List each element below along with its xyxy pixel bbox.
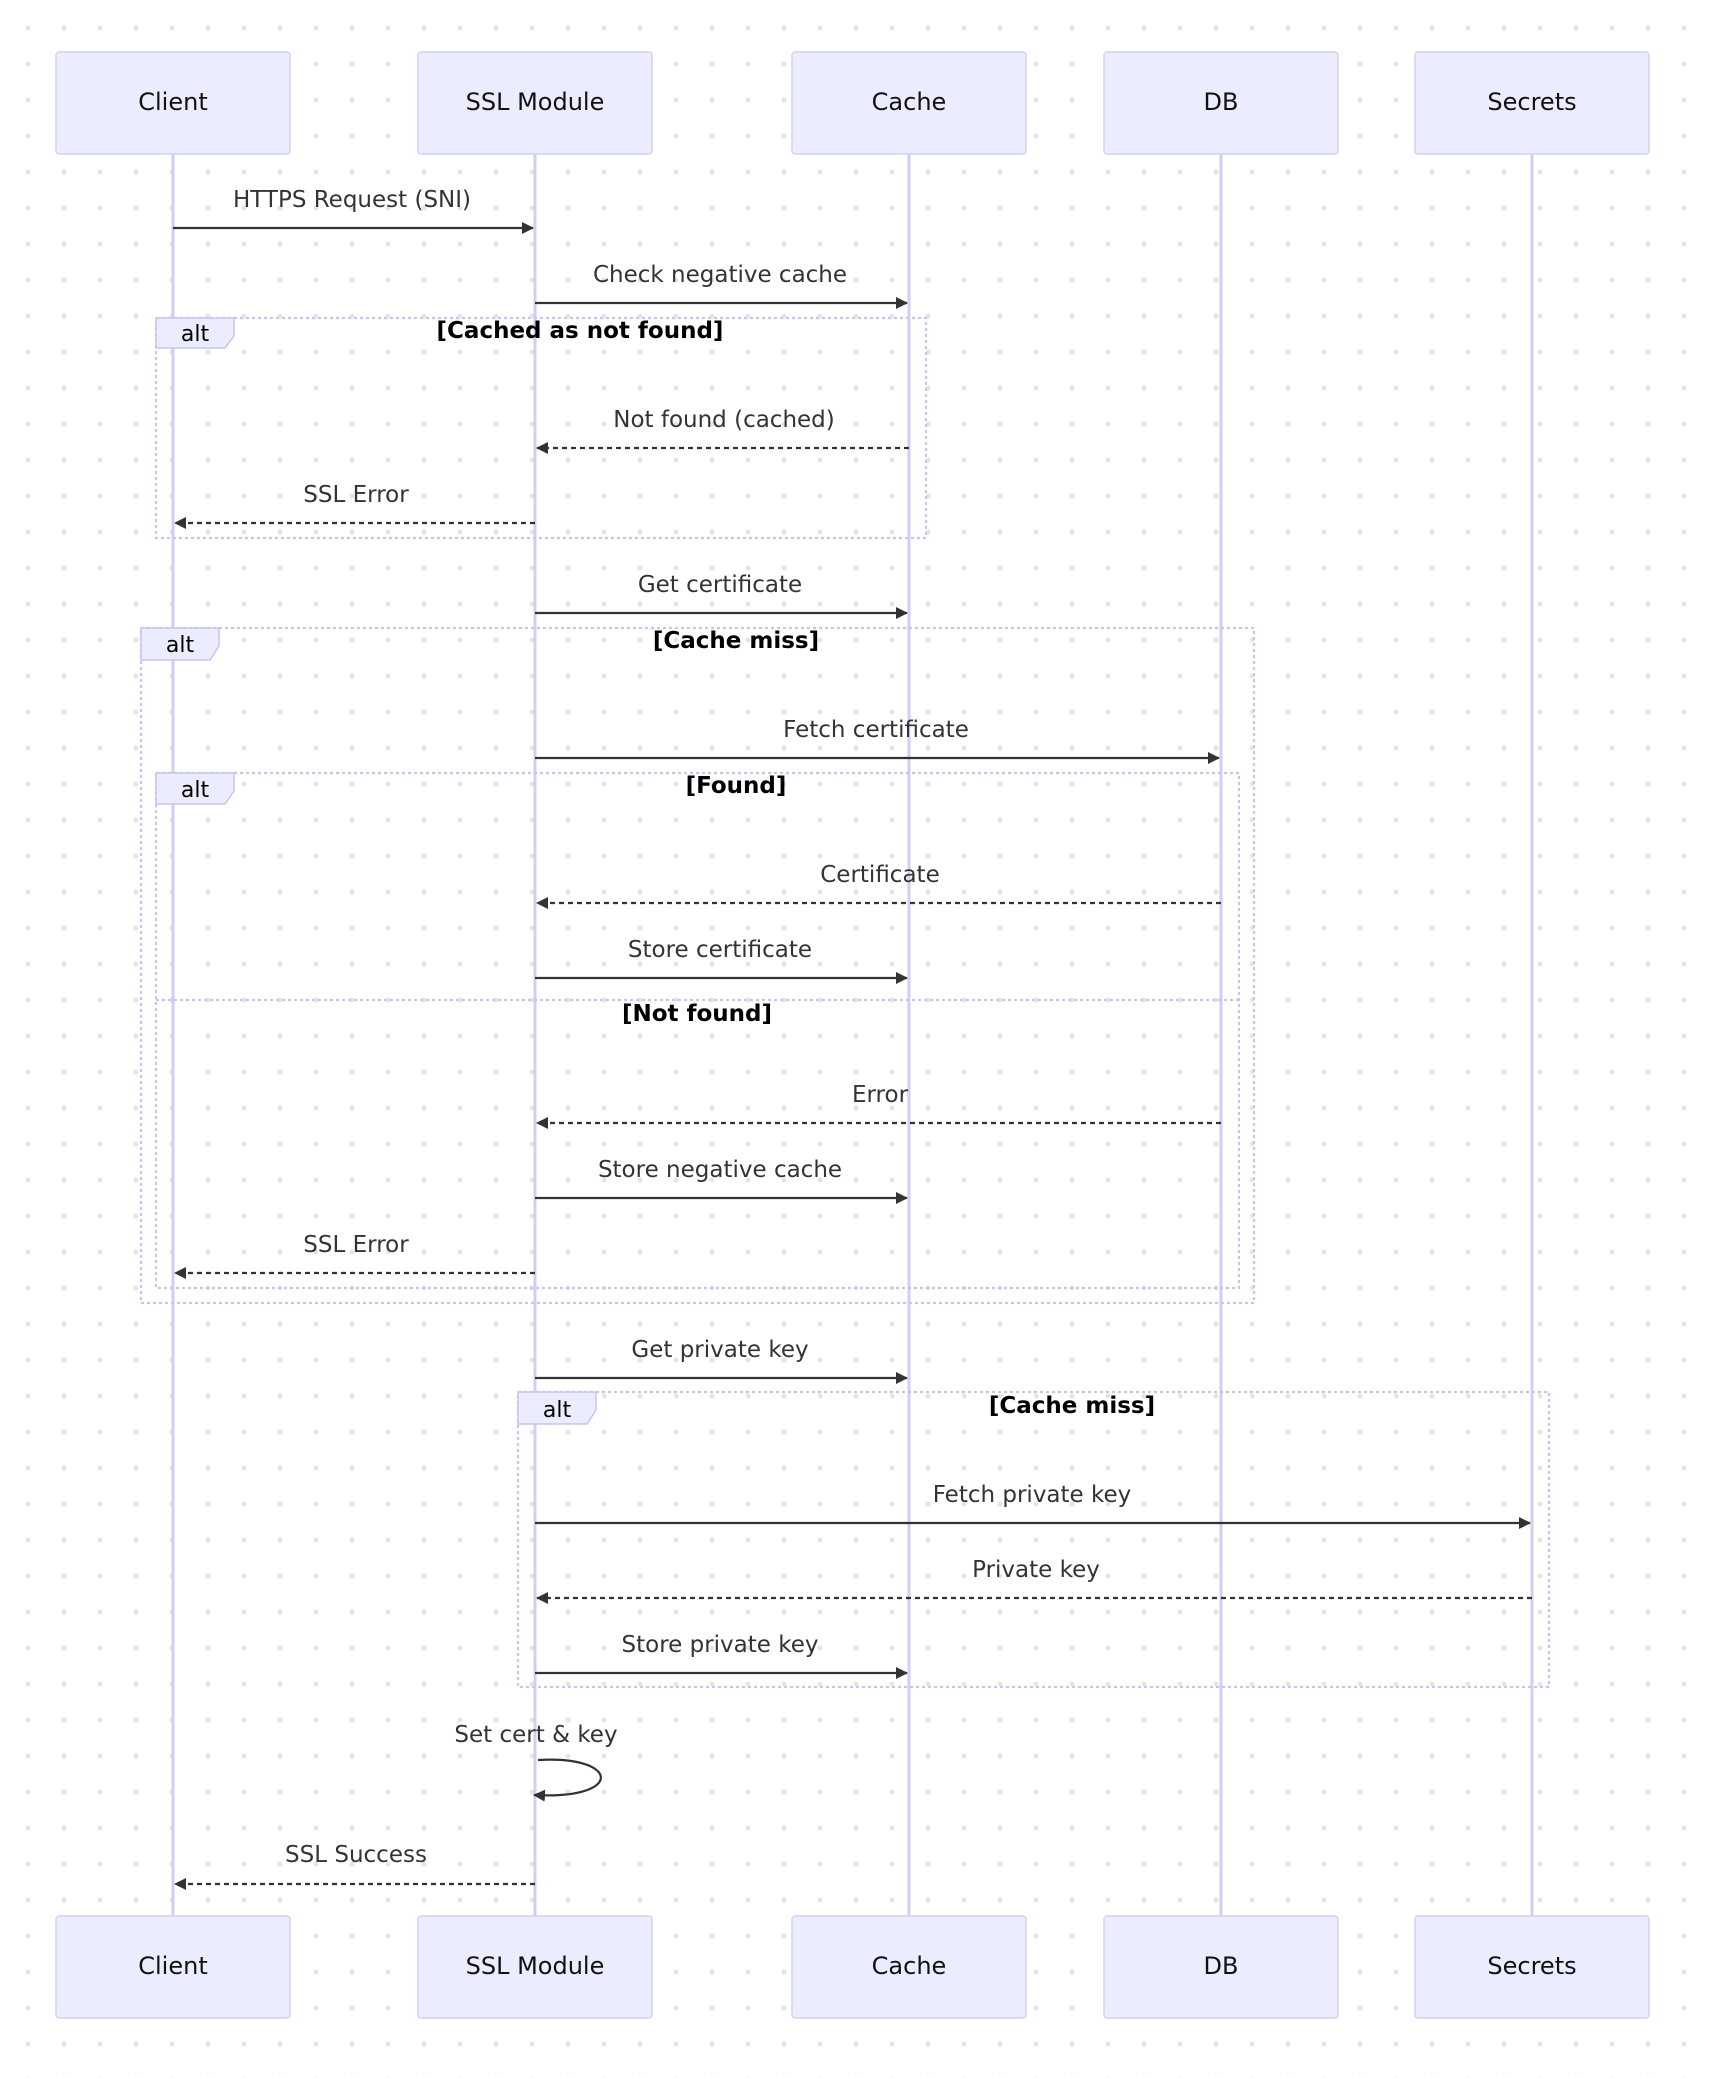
- participant-db-bottom[interactable]: [1104, 1916, 1338, 2018]
- participant-secrets[interactable]: [1415, 52, 1649, 154]
- message-label: Store private key: [621, 1632, 819, 1658]
- message-label: Certificate: [820, 862, 940, 888]
- message-label: SSL Error: [303, 1232, 409, 1258]
- message-get-certificate: [535, 572, 907, 613]
- participant-label: SSL Module: [465, 1952, 605, 1980]
- message-label: Error: [851, 1082, 909, 1108]
- participants-bottom: [56, 1916, 1649, 2018]
- participant-label: Cache: [871, 88, 947, 116]
- message-ssl-error-2: [175, 1232, 535, 1273]
- message-ssl-success: [175, 1842, 535, 1884]
- message-not-found-cached: [537, 407, 909, 448]
- participant-secrets-bottom[interactable]: [1415, 1916, 1649, 2018]
- message-get-private-key: [535, 1337, 907, 1378]
- message-private-key: [537, 1557, 1532, 1598]
- participant-label: DB: [1203, 88, 1239, 116]
- participant-cache-bottom[interactable]: [792, 1916, 1026, 2018]
- participant-label: Secrets: [1487, 88, 1577, 116]
- message-label: Private key: [972, 1557, 1100, 1583]
- participant-ssl-module[interactable]: [418, 52, 652, 154]
- fragment-condition: [Cached as not found]: [436, 318, 724, 344]
- message-label: Set cert & key: [454, 1722, 618, 1748]
- fragment-condition: [Found]: [685, 773, 787, 799]
- lifelines: [173, 154, 1532, 1916]
- participant-label: Cache: [871, 1952, 947, 1980]
- message-label: Fetch private key: [932, 1482, 1132, 1508]
- self-message-arrow: [534, 1760, 601, 1796]
- message-error: [537, 1082, 1221, 1123]
- message-label: HTTPS Request (SNI): [232, 187, 472, 213]
- participant-label: DB: [1203, 1952, 1239, 1980]
- participant-db[interactable]: [1104, 52, 1338, 154]
- participant-label: SSL Module: [465, 88, 605, 116]
- fragment-keyword: alt: [542, 1398, 572, 1423]
- message-check-negative-cache: [535, 262, 907, 303]
- fragment-keyword: alt: [180, 778, 210, 803]
- message-fetch-certificate: [535, 717, 1219, 758]
- alt-fragment-cache-miss-certificate: [141, 628, 1254, 1303]
- participant-client-bottom[interactable]: [56, 1916, 290, 2018]
- message-label: Fetch certificate: [783, 717, 969, 743]
- participant-ssl-module-bottom[interactable]: [418, 1916, 652, 2018]
- message-label: Store certificate: [627, 937, 813, 963]
- message-label: Check negative cache: [592, 262, 848, 288]
- fragment-condition: [Cache miss]: [988, 1393, 1156, 1419]
- fragment-keyword: alt: [165, 633, 195, 658]
- alt-fragment-found: [156, 773, 1239, 1288]
- message-certificate: [537, 862, 1221, 903]
- message-ssl-error-1: [175, 482, 535, 523]
- participants-top: [56, 52, 1649, 154]
- participant-label: Client: [138, 1952, 208, 1980]
- message-store-certificate: [535, 937, 907, 978]
- message-https-request: [173, 187, 533, 228]
- fragment-keyword: alt: [180, 322, 210, 347]
- fragment-condition: [Cache miss]: [652, 628, 820, 654]
- message-label: SSL Error: [303, 482, 409, 508]
- message-label: Get private key: [631, 1337, 809, 1363]
- message-label: Not found (cached): [613, 407, 835, 433]
- participant-cache[interactable]: [792, 52, 1026, 154]
- participant-label: Client: [138, 88, 208, 116]
- message-store-private-key: [535, 1632, 907, 1673]
- message-label: Get certificate: [637, 572, 803, 598]
- fragment-condition-else: [Not found]: [621, 1001, 773, 1027]
- message-fetch-private-key: [535, 1482, 1530, 1523]
- message-label: Store negative cache: [597, 1157, 843, 1183]
- messages: [173, 187, 1532, 1884]
- participant-client[interactable]: [56, 52, 290, 154]
- message-store-negative-cache: [535, 1157, 907, 1198]
- participant-label: Secrets: [1487, 1952, 1577, 1980]
- message-label: SSL Success: [285, 1842, 427, 1868]
